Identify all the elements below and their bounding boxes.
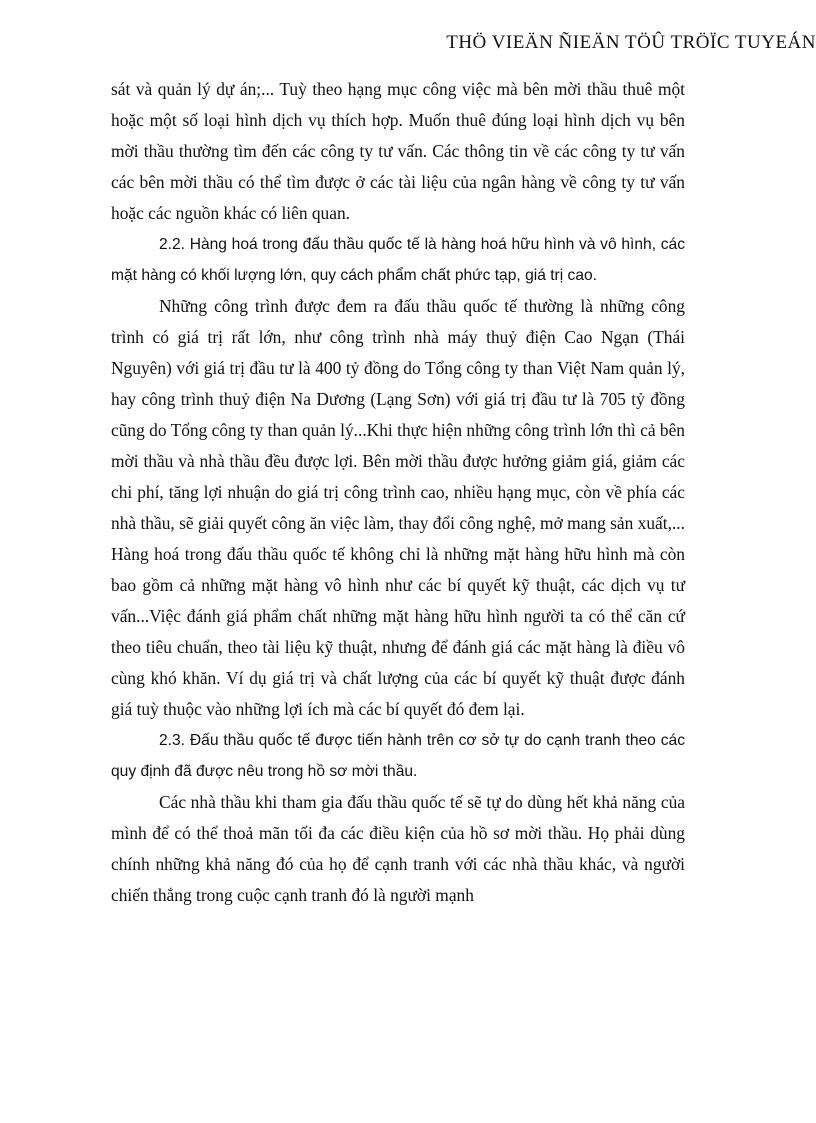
section-heading-2-3: 2.3. Đấu thầu quốc tế được tiến hành trên cơ sở tự do cạnh tranh theo các quy định đã được nêu trong hồ sơ mời thầu. [111, 732, 685, 780]
section-heading-2-2: 2.2. Hàng hoá trong đấu thầu quốc tế là hàng hoá hữu hình và vô hình, các mặt hàng có khối lượng lớn, quy cách phẩm chất phức tạp, giá trị cao. [111, 236, 685, 284]
paragraph-continuation: sát và quản lý dự án;... Tuỳ theo hạng mục công việc mà bên mời thầu thuê một hoặc một số loại hình dịch vụ thích hợp. Muốn thuê đúng loại hình dịch vụ bên mời thầu thường tìm đến các công ty tư vấn. Các thông tin về các công ty tư vấn các bên mời thầu có thể tìm được ở các tài liệu của ngân hàng về công ty tư vấn hoặc các nguồn khác có liên quan. [111, 79, 685, 223]
document-body [111, 74, 685, 911]
page-header: THÖ VIEÄN ÑIEÄN TÖÛ TRÖÏC TUYEÁN [446, 32, 816, 53]
paragraph-goods-description: Những công trình được đem ra đấu thầu quốc tế thường là những công trình có giá trị rất lớn, như công trình nhà máy thuỷ điện Cao Ngạn (Thái Nguyên) với giá trị đầu tư là 400 tỷ đồng do Tổng công ty than Việt Nam quản lý, hay công trình thuỷ điện Na Dương (Lạng Sơn) với giá trị đầu tư là 705 tỷ đồng cũng do Tổng công ty than quản lý...Khi thực hiện những công trình lớn thì cả bên mời thầu và nhà thầu đều được lợi. Bên mời thầu được hưởng giảm giá, giảm các chi phí, tăng lợi nhuận do giá trị công trình cao, nhiều hạng mục, còn về phía các nhà thầu, sẽ giải quyết công ăn việc làm, thay đổi công nghệ, mở mang sản xuất,... Hàng hoá trong đấu thầu quốc tế không chỉ là những mặt hàng hữu hình mà còn bao gồm cả những mặt hàng vô hình như các bí quyết kỹ thuật, các dịch vụ tư vấn...Việc đánh giá phẩm chất những mặt hàng hữu hình người ta có thể căn cứ theo tiêu chuẩn, theo tài liệu kỹ thuật, nhưng để đánh giá các mặt hàng là điều vô cùng khó khăn. Ví dụ giá trị và chất lượng của các bí quyết kỹ thuật được đánh giá tuỳ thuộc vào những lợi ích mà các bí quyết đó đem lại. [111, 296, 685, 719]
paragraph-competition: Các nhà thầu khi tham gia đấu thầu quốc tế sẽ tự do dùng hết khả năng của mình để có thể thoả mãn tối đa các điều kiện của hồ sơ mời thầu. Họ phải dùng chính những khả năng đó của họ để cạnh tranh với các nhà thầu khác, và người chiến thắng trong cuộc cạnh tranh đó là người mạnh [111, 792, 685, 905]
